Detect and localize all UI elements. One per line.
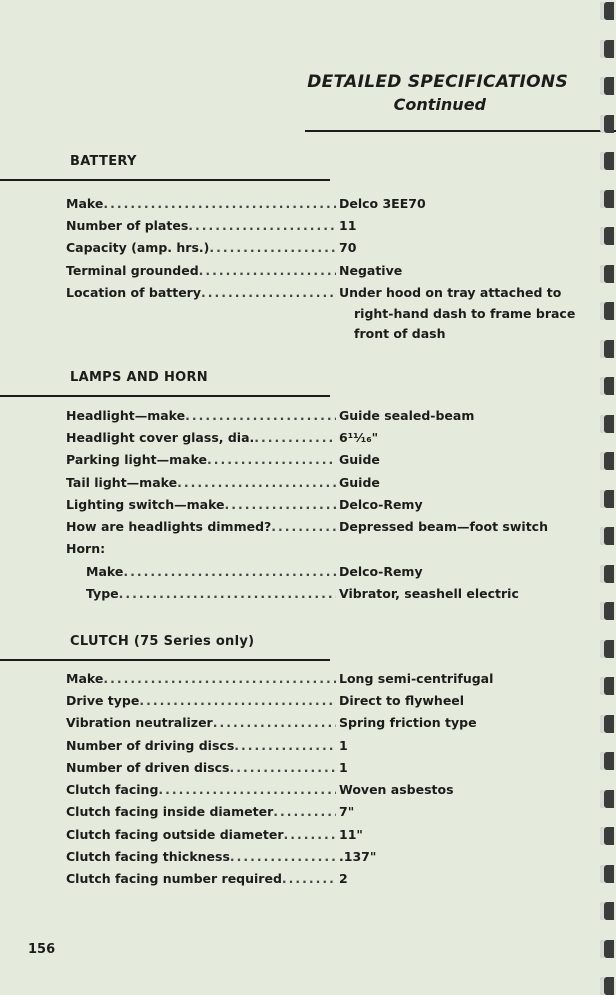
spec-label: Terminal grounded — [66, 262, 199, 278]
binding-ring — [600, 640, 614, 658]
spec-value: Vibrator, seashell electric — [339, 586, 519, 602]
spec-row — [66, 471, 586, 493]
binding-ring — [600, 265, 614, 283]
dot-leader — [209, 240, 336, 255]
spec-value: Direct to flywheel — [339, 692, 465, 708]
spec-row — [66, 404, 586, 426]
spec-label: Headlight—make — [66, 407, 186, 423]
spec-label-cell — [66, 760, 336, 775]
spec-label: Capacity (amp. hrs.) — [66, 240, 210, 256]
dot-leader — [123, 564, 336, 579]
page-title: DETAILED SPECIFICATIONS — [307, 72, 568, 92]
binding-ring — [600, 715, 614, 733]
dot-leader — [282, 871, 336, 886]
section-heading-battery: BATTERY — [70, 154, 137, 169]
spec-label-cell — [66, 564, 336, 579]
dot-leader — [254, 430, 336, 445]
spec-value: Long semi-centrifugal — [339, 670, 494, 686]
spec-row — [66, 259, 586, 281]
binding-ring — [600, 902, 614, 920]
dot-leader — [199, 263, 336, 278]
page-number: 156 — [28, 942, 56, 957]
binding-ring — [600, 152, 614, 170]
spec-label-cell — [66, 196, 336, 211]
spec-label-cell — [66, 804, 336, 819]
spec-label: Lighting switch—make — [66, 496, 225, 512]
binding-ring — [600, 790, 614, 808]
dot-leader — [185, 408, 336, 423]
binding-ring — [600, 377, 614, 395]
spec-label: Make — [86, 563, 124, 579]
spec-label: Number of plates — [66, 217, 189, 233]
spec-label-cell — [66, 738, 336, 753]
binding-ring — [600, 865, 614, 883]
spec-value: Guide — [339, 474, 380, 490]
spec-label-cell — [66, 671, 336, 686]
dot-leader — [103, 196, 336, 211]
spec-row — [66, 868, 586, 890]
binding-ring — [600, 565, 614, 583]
spec-value: Delco 3EE70 — [339, 195, 426, 211]
spec-value: 1 — [339, 759, 348, 775]
spec-row — [66, 449, 586, 471]
spec-label-cell — [66, 408, 336, 423]
section-rule — [0, 659, 330, 661]
dot-leader — [273, 804, 336, 819]
spec-value: Delco-Remy — [339, 496, 423, 512]
spec-value: Spring friction type — [339, 715, 477, 731]
binding-ring — [600, 677, 614, 695]
binding-ring — [600, 2, 614, 20]
spec-value: Negative — [339, 262, 403, 278]
section-heading-lamps-and-horn: LAMPS AND HORN — [70, 370, 208, 385]
spec-label-cell — [66, 541, 336, 556]
spec-label: How are headlights dimmed? — [66, 519, 272, 535]
spec-value: 7" — [339, 804, 355, 820]
spec-label: Headlight cover glass, dia. — [66, 429, 255, 445]
battery-specs — [66, 192, 586, 343]
spec-row — [66, 538, 586, 560]
spec-row — [66, 823, 586, 845]
spec-row — [66, 801, 586, 823]
binding-ring — [600, 940, 614, 958]
spec-label-cell — [66, 849, 336, 864]
spec-label: Number of driving discs — [66, 737, 235, 753]
spec-label-cell — [66, 827, 336, 842]
dot-leader — [119, 586, 336, 601]
spec-label: Clutch facing number required — [66, 871, 282, 887]
spec-label-cell — [66, 430, 336, 445]
binding-ring — [600, 40, 614, 58]
spec-row — [66, 214, 586, 236]
dot-leader — [158, 782, 336, 797]
binding-ring — [600, 977, 614, 995]
spec-value-continuation: right-hand dash to frame brace — [354, 305, 576, 321]
dot-leader — [284, 827, 336, 842]
spec-value: .137" — [339, 849, 377, 865]
spec-row — [66, 493, 586, 515]
binding-ring — [600, 115, 614, 133]
spiral-binding — [586, 0, 616, 986]
spec-label: Horn: — [66, 541, 106, 557]
spec-row — [66, 281, 586, 303]
dot-leader — [213, 715, 336, 730]
spec-row — [66, 582, 586, 604]
dot-leader — [234, 738, 336, 753]
spec-label-cell — [66, 693, 336, 708]
spec-label: Vibration neutralizer — [66, 715, 213, 731]
spec-label-cell — [66, 240, 336, 255]
spec-row — [66, 515, 586, 537]
binding-ring — [600, 490, 614, 508]
spec-row — [66, 756, 586, 778]
spec-label-cell — [66, 475, 336, 490]
spec-label-cell — [66, 497, 336, 512]
page-subtitle: Continued — [393, 95, 486, 114]
spec-row — [66, 426, 586, 448]
section-rule — [0, 395, 330, 397]
spec-value: 1 — [339, 737, 348, 753]
spec-row — [66, 845, 586, 867]
spec-label: Drive type — [66, 692, 140, 708]
spec-row — [66, 667, 586, 689]
dot-leader — [177, 475, 336, 490]
binding-ring — [600, 752, 614, 770]
spec-label-cell — [66, 285, 336, 300]
spec-value: 6¹¹⁄₁₆" — [339, 429, 379, 445]
dot-leader — [230, 760, 336, 775]
binding-ring — [600, 340, 614, 358]
binding-ring — [600, 77, 614, 95]
spec-row — [66, 778, 586, 800]
binding-ring — [600, 827, 614, 845]
spec-label: Tail light—make — [66, 474, 178, 490]
spec-row — [66, 712, 586, 734]
spec-label: Location of battery — [66, 284, 201, 300]
spec-value-continuation: front of dash — [354, 325, 446, 341]
spec-label: Make — [66, 670, 104, 686]
spec-label-cell — [66, 782, 336, 797]
spec-label: Type — [86, 586, 119, 602]
spec-value: 70 — [339, 240, 357, 256]
binding-ring — [600, 302, 614, 320]
spec-label-cell — [66, 263, 336, 278]
spec-row — [66, 734, 586, 756]
dot-leader — [139, 693, 336, 708]
binding-ring — [600, 602, 614, 620]
spec-row — [66, 192, 586, 214]
spec-row — [66, 237, 586, 259]
spec-value: Depressed beam—foot switch — [339, 519, 548, 535]
spec-value: 11" — [339, 826, 363, 842]
spec-value: Guide sealed-beam — [339, 407, 475, 423]
lamps-horn-specs — [66, 404, 586, 605]
binding-ring — [600, 190, 614, 208]
spec-label: Make — [66, 195, 104, 211]
spec-value: Woven asbestos — [339, 782, 454, 798]
dot-leader — [230, 849, 336, 864]
spec-row — [66, 560, 586, 582]
binding-ring — [600, 527, 614, 545]
dot-leader — [225, 497, 336, 512]
spec-label-cell — [66, 586, 336, 601]
spec-row — [66, 689, 586, 711]
dot-leader — [103, 671, 336, 686]
spec-label: Parking light—make — [66, 452, 208, 468]
spec-value: 2 — [339, 871, 348, 887]
spec-label-cell — [66, 218, 336, 233]
spec-label: Clutch facing inside diameter — [66, 804, 274, 820]
dot-leader — [188, 218, 336, 233]
spec-label: Clutch facing thickness — [66, 849, 230, 865]
spec-label-cell — [66, 715, 336, 730]
dot-leader — [207, 452, 336, 467]
spec-label-cell — [66, 452, 336, 467]
binding-ring — [600, 227, 614, 245]
dot-leader — [271, 519, 336, 534]
spec-label: Clutch facing outside diameter — [66, 826, 284, 842]
spec-value: Delco-Remy — [339, 563, 423, 579]
spec-label-cell — [66, 871, 336, 886]
spec-value: Guide — [339, 452, 380, 468]
section-rule — [0, 179, 330, 181]
clutch-specs — [66, 667, 586, 890]
spec-label-cell — [66, 519, 336, 534]
binding-ring — [600, 415, 614, 433]
spec-value: 11 — [339, 217, 357, 233]
dot-leader — [201, 285, 336, 300]
title-rule — [305, 130, 616, 132]
spec-label: Clutch facing — [66, 782, 159, 798]
section-heading-clutch: CLUTCH (75 Series only) — [70, 634, 255, 649]
binding-ring — [600, 452, 614, 470]
spec-label: Number of driven discs — [66, 759, 230, 775]
spec-value: Under hood on tray attached to — [339, 284, 562, 300]
